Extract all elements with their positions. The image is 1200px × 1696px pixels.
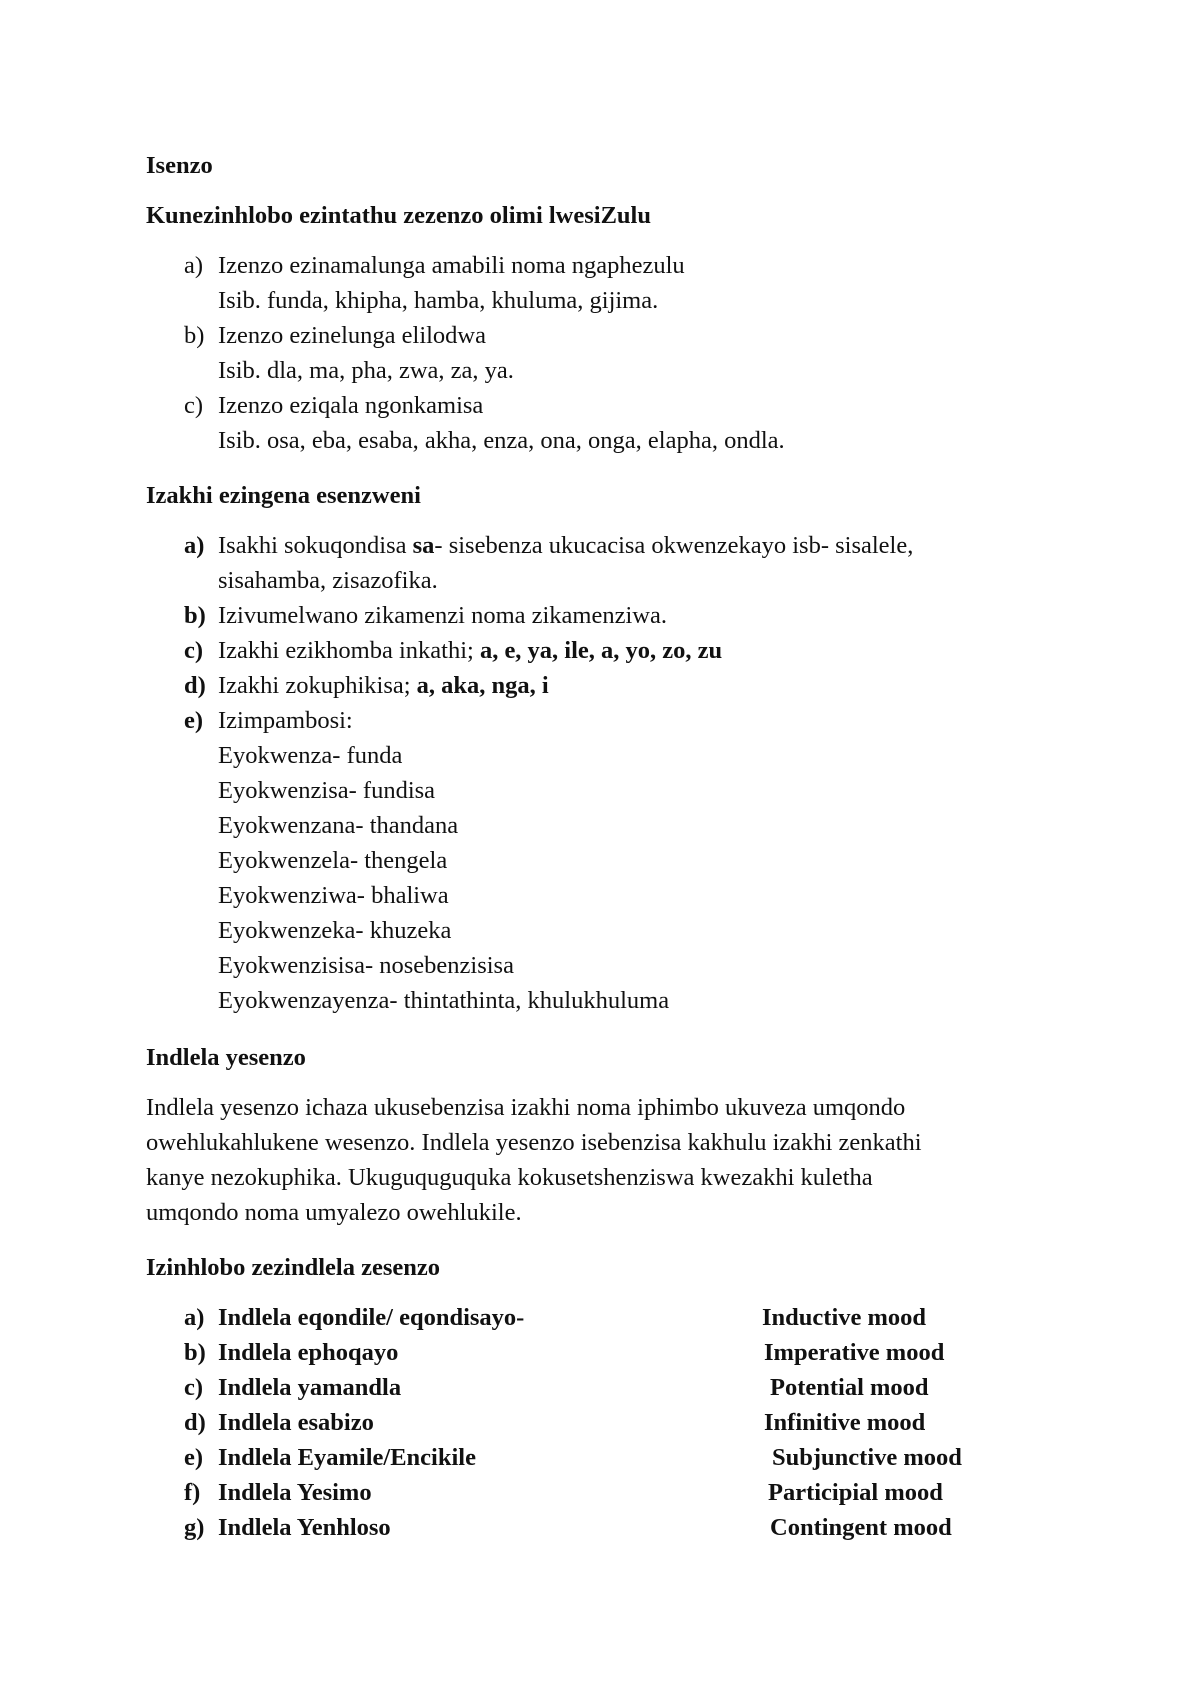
mood-row [146, 1440, 1076, 1475]
paragraph-line: umqondo noma umyalezo owehlukile. [146, 1199, 522, 1226]
list-item-text-continued: sisahamba, zisazofika. [218, 567, 438, 594]
mood-english-name: Participial mood [768, 1479, 943, 1506]
list-item [146, 703, 1076, 1018]
extension-item: Eyokwenziwa- bhaliwa [218, 882, 449, 909]
mood-zulu-name: Indlela eqondile/ eqondisayo- [218, 1304, 525, 1331]
mood-row [146, 1475, 1076, 1510]
mood-row [146, 1370, 1076, 1405]
list-item [146, 668, 1076, 703]
section-heading-mood: Indlela yesenzo [146, 1044, 306, 1071]
extension-item: Eyokwenzisisa- nosebenzisisa [218, 952, 514, 979]
mood-zulu-name: Indlela Yenhloso [218, 1514, 391, 1541]
list-item-text: Izenzo ezinamalunga amabili noma ngaphezulu [218, 252, 685, 279]
list-item-example: Isib. funda, khipha, hamba, khuluma, gijima. [218, 287, 659, 314]
list-marker: e) [184, 707, 204, 734]
morpheme-emphasis: a, aka, nga, i [416, 672, 549, 699]
list-marker: a) [184, 252, 204, 279]
mood-row [146, 1405, 1076, 1440]
list-marker: a) [184, 532, 205, 559]
mood-english-name: Inductive mood [762, 1304, 927, 1331]
mood-english-name: Contingent mood [770, 1514, 952, 1541]
mood-row [146, 1510, 1076, 1545]
list-marker: b) [184, 602, 206, 629]
list-item [146, 388, 1076, 458]
extension-item: Eyokwenzayenza- thintathinta, khulukhuluma [218, 987, 670, 1014]
mood-english-name: Subjunctive mood [772, 1444, 962, 1471]
mood-english-name: Imperative mood [764, 1339, 945, 1366]
section-heading-mood-types: Izinhlobo zezindlela zesenzo [146, 1254, 440, 1281]
extension-item: Eyokwenzela- thengela [218, 847, 448, 874]
mood-zulu-name: Indlela yamandla [218, 1374, 402, 1401]
list-marker: a) [184, 1304, 205, 1331]
list-item-text: Izenzo eziqala ngonkamisa [218, 392, 484, 419]
mood-row [146, 1300, 1076, 1335]
list-marker: f) [184, 1479, 201, 1506]
extension-item: Eyokwenzana- thandana [218, 812, 459, 839]
list-marker: c) [184, 392, 204, 419]
list-item-text: Izakhi ezikhomba inkathi; a, e, ya, ile, a, yo, zo, zu [218, 637, 723, 664]
mood-english-name: Infinitive mood [764, 1409, 926, 1436]
list-item-text: Isakhi sokuqondisa sa- sisebenza ukucacisa okwenzekayo isb- sisalele, [218, 532, 914, 559]
list-item [146, 528, 1076, 598]
section-heading-verb-morphemes: Izakhi ezingena esenzweni [146, 482, 421, 509]
list-item [146, 318, 1076, 388]
mood-types-list [146, 1300, 1076, 1545]
list-marker: d) [184, 672, 206, 699]
page-title: Isenzo [146, 152, 213, 179]
mood-paragraph [146, 1090, 1076, 1230]
list-item [146, 598, 1076, 633]
list-marker: e) [184, 1444, 204, 1471]
list-item-text: Izivumelwano zikamenzi noma zikamenziwa. [218, 602, 667, 629]
list-marker: b) [184, 1339, 206, 1366]
extension-item: Eyokwenzisa- fundisa [218, 777, 436, 804]
list-marker: c) [184, 637, 204, 664]
mood-zulu-name: Indlela Yesimo [218, 1479, 372, 1506]
list-item [146, 633, 1076, 668]
morpheme-emphasis: a, e, ya, ile, a, yo, zo, zu [479, 637, 723, 664]
morphemes-list [146, 528, 1076, 1018]
list-item-text: Izimpambosi: [218, 707, 353, 734]
section-heading-verb-types: Kunezinhlobo ezintathu zezenzo olimi lwesiZulu [146, 202, 651, 229]
mood-zulu-name: Indlela Eyamile/Encikile [218, 1444, 476, 1471]
paragraph-line: Indlela yesenzo ichaza ukusebenzisa izakhi noma iphimbo ukuveza umqondo [146, 1094, 906, 1121]
paragraph-line: owehlukahlukene wesenzo. Indlela yesenzo isebenzisa kakhulu izakhi zenkathi [146, 1129, 922, 1156]
paragraph-line: kanye nezokuphika. Ukuguquguquka kokusetshenziswa kwezakhi kuletha [146, 1164, 873, 1191]
list-marker: c) [184, 1374, 204, 1401]
verb-types-list [146, 248, 1076, 458]
list-marker: b) [184, 322, 205, 349]
mood-english-name: Potential mood [770, 1374, 929, 1401]
list-marker: d) [184, 1409, 206, 1436]
list-item-example: Isib. osa, eba, esaba, akha, enza, ona, onga, elapha, ondla. [218, 427, 785, 454]
morpheme-emphasis: sa [412, 532, 435, 559]
mood-zulu-name: Indlela esabizo [218, 1409, 374, 1436]
extension-item: Eyokwenzeka- khuzeka [218, 917, 452, 944]
mood-row [146, 1335, 1076, 1370]
list-item-text: Izenzo ezinelunga elilodwa [218, 322, 487, 349]
list-marker: g) [184, 1514, 205, 1541]
list-item-example: Isib. dla, ma, pha, zwa, za, ya. [218, 357, 514, 384]
mood-zulu-name: Indlela ephoqayo [218, 1339, 399, 1366]
list-item [146, 248, 1076, 318]
list-item-text: Izakhi zokuphikisa; a, aka, nga, i [218, 672, 549, 699]
extension-item: Eyokwenza- funda [218, 742, 403, 769]
